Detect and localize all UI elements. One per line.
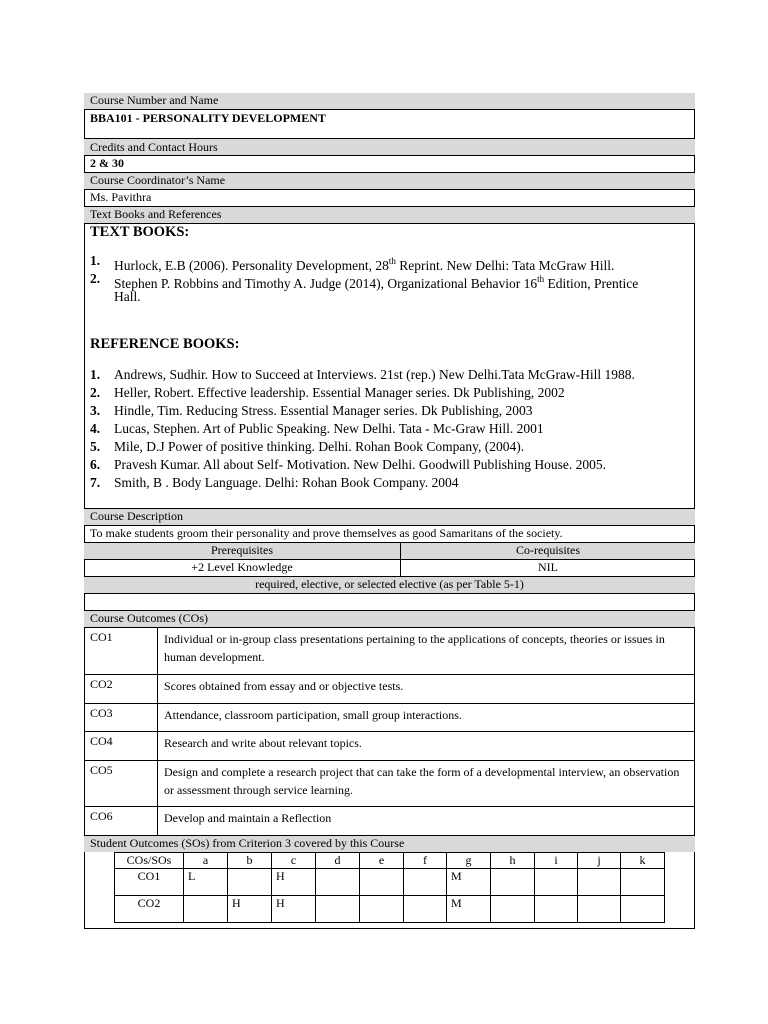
course-outcome-row: CO4 Research and write about relevant topics. <box>84 732 695 761</box>
text-book-item: 2. Stephen P. Robbins and Timothy A. Judge (2014), Organizational Behavior 16th Edition, Prentice Hall. <box>90 271 639 304</box>
so-cell: L <box>184 869 228 896</box>
so-cell <box>228 869 272 896</box>
course-outcome-row: CO1 Individual or in-group class presentations pertaining to the applications of concepts, theories or issues in human development. <box>84 628 695 675</box>
so-cell <box>404 869 447 896</box>
course-number-label: Course Number and Name <box>84 93 695 110</box>
so-cell <box>621 869 665 896</box>
course-name: BBA101 - PERSONALITY DEVELOPMENT <box>84 110 695 139</box>
course-description-label: Course Description <box>84 509 695 526</box>
so-header-row <box>115 853 665 869</box>
so-cell: H <box>272 896 316 923</box>
so-cell <box>184 896 228 923</box>
so-cell: H <box>228 896 272 923</box>
coordinator-label: Course Coordinator’s Name <box>84 173 695 190</box>
so-cell: M <box>447 896 491 923</box>
credits-value: 2 & 30 <box>84 156 695 173</box>
so-cell <box>491 896 535 923</box>
coordinator-name: Ms. Pavithra <box>84 190 695 207</box>
course-outcomes-label: Course Outcomes (COs) <box>84 611 695 628</box>
so-header-cell: d <box>316 853 360 869</box>
course-outcome-row: CO5 Design and complete a research project that can take the form of a developmental interview, an observation or assessment through service learning. <box>84 761 695 807</box>
text-books-heading: TEXT BOOKS: <box>90 224 190 240</box>
course-outcome-row: CO2 Scores obtained from essay and or objective tests. <box>84 675 695 704</box>
so-header-cell: a <box>184 853 228 869</box>
so-cell <box>316 869 360 896</box>
credits-label: Credits and Contact Hours <box>84 139 695 156</box>
course-outcome-row: CO3 Attendance, classroom participation, small group interactions. <box>84 704 695 732</box>
course-outcome-row: CO6 Develop and maintain a Reflection <box>84 807 695 836</box>
corequisites-label: Co-requisites <box>401 543 695 560</box>
student-outcomes-label: Student Outcomes (SOs) from Criterion 3 covered by this Course <box>84 836 695 852</box>
so-header-cell: j <box>578 853 621 869</box>
so-header-cell: e <box>360 853 404 869</box>
so-cell: CO1 <box>115 869 184 896</box>
so-header-cell: k <box>621 853 665 869</box>
so-header-cell: b <box>228 853 272 869</box>
so-row <box>115 896 665 923</box>
reference-books-heading: REFERENCE BOOKS: <box>90 336 240 352</box>
so-header-cell: g <box>447 853 491 869</box>
elective-note: required, elective, or selected elective (as per Table 5-1) <box>84 577 695 594</box>
so-cell: H <box>272 869 316 896</box>
so-header-cell: COs/SOs <box>115 853 184 869</box>
so-cell <box>360 869 404 896</box>
so-cell: CO2 <box>115 896 184 923</box>
textbooks-label: Text Books and References <box>84 207 695 224</box>
so-cell <box>404 896 447 923</box>
prerequisites-label: Prerequisites <box>84 543 401 560</box>
so-row <box>115 869 665 896</box>
so-cell <box>535 896 578 923</box>
so-header-cell: i <box>535 853 578 869</box>
so-cell <box>360 896 404 923</box>
so-cell <box>316 896 360 923</box>
so-cell <box>578 869 621 896</box>
so-cell <box>578 896 621 923</box>
so-cell <box>491 869 535 896</box>
corequisites-value: NIL <box>401 560 695 577</box>
so-cell <box>621 896 665 923</box>
prerequisites-value: +2 Level Knowledge <box>84 560 401 577</box>
books-section: TEXT BOOKS: 1. Hurlock, E.B (2006). Personality Development, 28th Reprint. New Delhi: Tata McGraw Hill. 2. Stephen P. Robbins and Timothy A. Judge (2014), Organizational Behavior 16th Edition, Prentice Hall. REFERENCE BOOKS: 1. Andrews, Sudhir. How to Succeed at Interviews. 21st (rep.) New Delhi.Tata McGraw-Hill 1988. 2. Heller, Robert. Effective leadership. Essential Manager series. Dk Publishing, 2002 3. Hindle, Tim. Reducing Stress. Essential Manager series. Dk Publishing, 2003 4. Lucas, Stephen. Art of Public Speaking. New Delhi. Tata - Mc-Graw Hill. 2001 5. Mile, D.J Power of positive thinking. Delhi. Rohan Book Company, (2004). 6. Pravesh Kumar. All about Self- Motivation. New Delhi. Goodwill Publishing House. 2005. 7. Smith, B . Body Language. Delhi: Rohan Book Company. 2004 <box>84 224 695 509</box>
so-mapping-table <box>114 852 665 923</box>
so-header-cell: c <box>272 853 316 869</box>
course-description: To make students groom their personality and prove themselves as good Samaritans of the society. <box>84 526 695 543</box>
so-cell: M <box>447 869 491 896</box>
so-cell <box>535 869 578 896</box>
spacer-row <box>84 594 695 611</box>
so-header-cell: f <box>404 853 447 869</box>
so-header-cell: h <box>491 853 535 869</box>
